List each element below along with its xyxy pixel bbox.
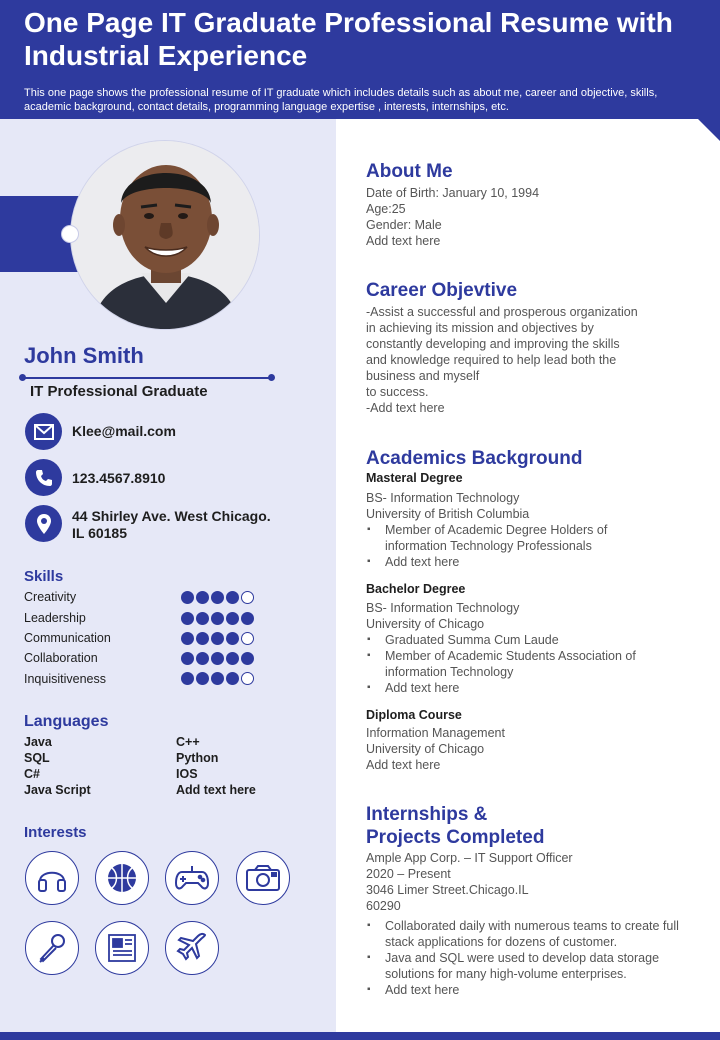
rating-dot-filled <box>196 591 209 604</box>
rating-dot-empty <box>241 672 254 685</box>
internship-line: 3046 Limer Street.Chicago.IL <box>366 883 529 897</box>
bachelor-bullet: ▪ Add text here <box>366 680 676 696</box>
rating-dot-filled <box>226 632 239 645</box>
about-line: Gender: Male <box>366 218 442 232</box>
internship-bullet: ▪ Collaborated daily with numerous teams to create full stack applications for dozens of customer. <box>366 918 706 950</box>
career-line: in achieving its mission and objectives by <box>366 321 594 335</box>
diploma-label: Diploma Course <box>366 708 462 722</box>
internship-line: 2020 – Present <box>366 867 451 881</box>
headphones-icon <box>25 851 79 905</box>
rating-dot-filled <box>181 652 194 665</box>
internships-title-line-1: Internships & <box>366 804 488 825</box>
phone-text[interactable]: 123.4567.8910 <box>72 470 166 486</box>
name-divider <box>22 377 272 379</box>
rating-dot-filled <box>211 652 224 665</box>
masteral-details <box>366 490 529 522</box>
rating-dot-filled <box>196 612 209 625</box>
rating-dot-filled <box>241 652 254 665</box>
language-item: Java Script <box>24 783 91 797</box>
language-item: C# <box>24 767 40 781</box>
header-banner <box>0 0 720 119</box>
rating-dot-empty <box>241 591 254 604</box>
bachelor-details <box>366 600 519 632</box>
rating-dot-filled <box>226 591 239 604</box>
masteral-label: Masteral Degree <box>366 471 463 485</box>
career-line: and knowledge required to help lead both the <box>366 353 617 367</box>
interests-title: Interests <box>24 824 87 841</box>
newspaper-icon <box>95 921 149 975</box>
career-title: Career Objevtive <box>366 280 518 301</box>
skill-rating <box>181 591 254 604</box>
career-line: to success. <box>366 385 429 399</box>
gamepad-icon <box>165 851 219 905</box>
rating-dot-filled <box>241 612 254 625</box>
internship-details <box>366 850 573 914</box>
divider-dot-right <box>268 374 275 381</box>
language-item: Java <box>24 735 52 749</box>
bachelor-label: Bachelor Degree <box>366 582 466 596</box>
internships-title <box>366 803 544 849</box>
rating-dot-filled <box>181 612 194 625</box>
diploma-details <box>366 725 505 773</box>
career-text <box>366 304 638 416</box>
internship-bullet: ▪ Java and SQL were used to develop data storage solutions for many high-volume enterprises. <box>366 950 706 982</box>
rating-dot-filled <box>196 652 209 665</box>
language-item: Add text here <box>176 783 256 797</box>
phone-icon <box>25 459 62 496</box>
skill-name: Collaboration <box>24 651 98 665</box>
internships-title-line-2: Projects Completed <box>366 827 545 848</box>
rating-dot-filled <box>226 672 239 685</box>
language-item: SQL <box>24 751 50 765</box>
skill-name: Leadership <box>24 611 86 625</box>
camera-icon <box>236 851 290 905</box>
email-icon <box>25 413 62 450</box>
rating-dot-filled <box>211 612 224 625</box>
career-line: business and myself <box>366 369 480 383</box>
rating-dot-filled <box>196 672 209 685</box>
rating-dot-filled <box>211 591 224 604</box>
rating-dot-filled <box>181 672 194 685</box>
masteral-line: BS- Information Technology <box>366 491 520 505</box>
skill-rating <box>181 632 254 645</box>
profile-photo <box>70 140 260 330</box>
career-line: constantly developing and improving the skills <box>366 337 620 351</box>
internship-bullet: ▪ Add text here <box>366 982 706 998</box>
masteral-bullets <box>366 522 656 570</box>
rating-dot-filled <box>181 632 194 645</box>
skill-name: Communication <box>24 631 111 645</box>
bachelor-line: University of Chicago <box>366 617 485 631</box>
career-line: -Assist a successful and prosperous organization <box>366 305 638 319</box>
skill-name: Creativity <box>24 590 77 604</box>
email-text[interactable]: Klee@mail.com <box>72 423 176 439</box>
address-text <box>72 508 271 542</box>
person-name: John Smith <box>24 343 144 368</box>
microphone-icon <box>25 921 79 975</box>
languages-title: Languages <box>24 713 109 730</box>
about-line: Add text here <box>366 234 441 248</box>
address-line-2: IL 60185 <box>72 525 128 541</box>
language-item: C++ <box>176 735 200 749</box>
language-item: Python <box>176 751 219 765</box>
rating-dot-filled <box>226 652 239 665</box>
bachelor-bullet: ▪ Member of Academic Students Association of information Technology <box>366 648 676 680</box>
skill-rating <box>181 652 254 665</box>
masteral-bullet: ▪ Member of Academic Degree Holders of information Technology Professionals <box>366 522 656 554</box>
skill-name: Inquisitiveness <box>24 672 106 686</box>
internship-bullets <box>366 918 706 998</box>
basketball-icon <box>95 851 149 905</box>
language-item: IOS <box>176 767 198 781</box>
about-text <box>366 185 539 249</box>
about-title: About Me <box>366 161 453 182</box>
diploma-line: Information Management <box>366 726 505 740</box>
address-line-1: 44 Shirley Ave. West Chicago. <box>72 508 271 524</box>
masteral-line: University of British Columbia <box>366 507 530 521</box>
bachelor-line: BS- Information Technology <box>366 601 520 615</box>
diploma-line: Add text here <box>366 758 441 772</box>
rating-dot-filled <box>211 632 224 645</box>
skill-rating <box>181 612 254 625</box>
internship-line: 60290 <box>366 899 401 913</box>
page-title: One Page IT Graduate Professional Resume with Industrial Experience <box>24 7 673 71</box>
rating-dot-filled <box>211 672 224 685</box>
bachelor-bullet: ▪ Graduated Summa Cum Laude <box>366 632 676 648</box>
rating-dot-empty <box>241 632 254 645</box>
masteral-bullet: ▪ Add text here <box>366 554 656 570</box>
person-role: IT Professional Graduate <box>30 383 208 400</box>
divider-dot-left <box>19 374 26 381</box>
location-pin-icon <box>25 505 62 542</box>
skill-rating <box>181 672 254 685</box>
corner-accent <box>698 119 720 141</box>
airplane-icon <box>165 921 219 975</box>
page-subtitle: This one page shows the professional resume of IT graduate which includes details such as about me, career and objective, skills, academic background, contact details, programming language expertise , interests, internships, etc. <box>24 87 658 113</box>
photo-accent-dot <box>61 225 79 243</box>
rating-dot-filled <box>181 591 194 604</box>
bachelor-bullets <box>366 632 676 696</box>
career-line: -Add text here <box>366 401 445 415</box>
about-line: Date of Birth: January 10, 1994 <box>366 186 540 200</box>
diploma-line: University of Chicago <box>366 742 485 756</box>
skills-title: Skills <box>24 568 64 585</box>
footer-bar <box>0 1032 720 1040</box>
academics-title: Academics Background <box>366 448 583 469</box>
internship-line: Ample App Corp. – IT Support Officer <box>366 851 573 865</box>
rating-dot-filled <box>226 612 239 625</box>
rating-dot-filled <box>196 632 209 645</box>
about-line: Age:25 <box>366 202 406 216</box>
